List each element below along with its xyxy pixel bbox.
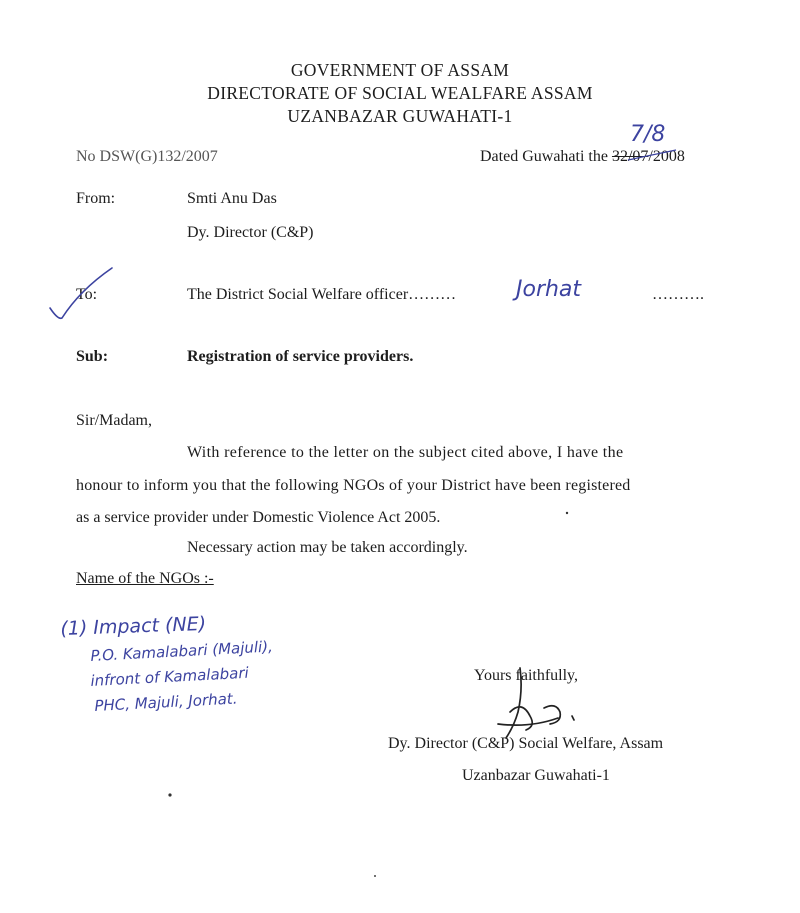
from-label: From: [76, 190, 116, 207]
handwritten-place: Jorhat [516, 277, 582, 302]
subject-label: Sub: [76, 348, 109, 365]
salutation: Sir/Madam, [76, 412, 152, 429]
handwritten-ngo-line-4: PHC, Majuli, Jorhat. [94, 689, 238, 715]
closing-address: Uzanbazar Guwahati-1 [462, 767, 610, 784]
ink-speck [168, 793, 171, 796]
struck-date: 32/07 [611, 148, 649, 165]
from-designation: Dy. Director (C&P) [187, 224, 314, 241]
subject-text: Registration of service providers. [187, 348, 414, 365]
date-overwrite-stroke [628, 150, 676, 160]
letterhead-line-2: DIRECTORATE OF SOCIAL WEALFARE ASSAM [207, 83, 593, 103]
ngo-heading: Name of the NGOs :- [76, 570, 214, 587]
handwritten-ngo-line-1: (1) Impact (NE) [60, 612, 207, 640]
paragraph-line-3: as a service provider under Domestic Violence Act 2005. [76, 509, 441, 526]
date-year: /2008 [648, 148, 685, 165]
tick-mark [50, 268, 112, 318]
sign-off: Yours faithfully, [474, 667, 579, 684]
reference-number: No DSW(G)132/2007 [76, 148, 218, 165]
paragraph-line-1: With reference to the letter on the subject cited above, I have the [187, 444, 624, 461]
signature [498, 668, 574, 738]
date-prefix: Dated Guwahati the [480, 148, 608, 165]
from-name: Smti Anu Das [187, 190, 277, 207]
letterhead-line-3: UZANBAZAR GUWAHATI-1 [287, 106, 513, 126]
letterhead-line-1: GOVERNMENT OF ASSAM [290, 60, 510, 80]
closing-designation: Dy. Director (C&P) Social Welfare, Assam [388, 735, 664, 752]
to-label: To: [76, 286, 98, 303]
ink-speck [374, 875, 376, 877]
handwritten-date: 7/8 [630, 122, 666, 147]
handwritten-ngo-line-2: P.O. Kamalabari (Majuli), [90, 637, 274, 665]
to-trailing-dots: ………. [652, 286, 704, 303]
paragraph-line-2: honour to inform you that the following NGOs of your District have been registered [76, 477, 631, 494]
handwritten-ngo-line-3: infront of Kamalabari [90, 663, 250, 690]
ink-speck [566, 512, 568, 514]
action-line: Necessary action may be taken accordingly. [187, 539, 468, 556]
to-recipient: The District Social Welfare officer……… [187, 286, 457, 303]
